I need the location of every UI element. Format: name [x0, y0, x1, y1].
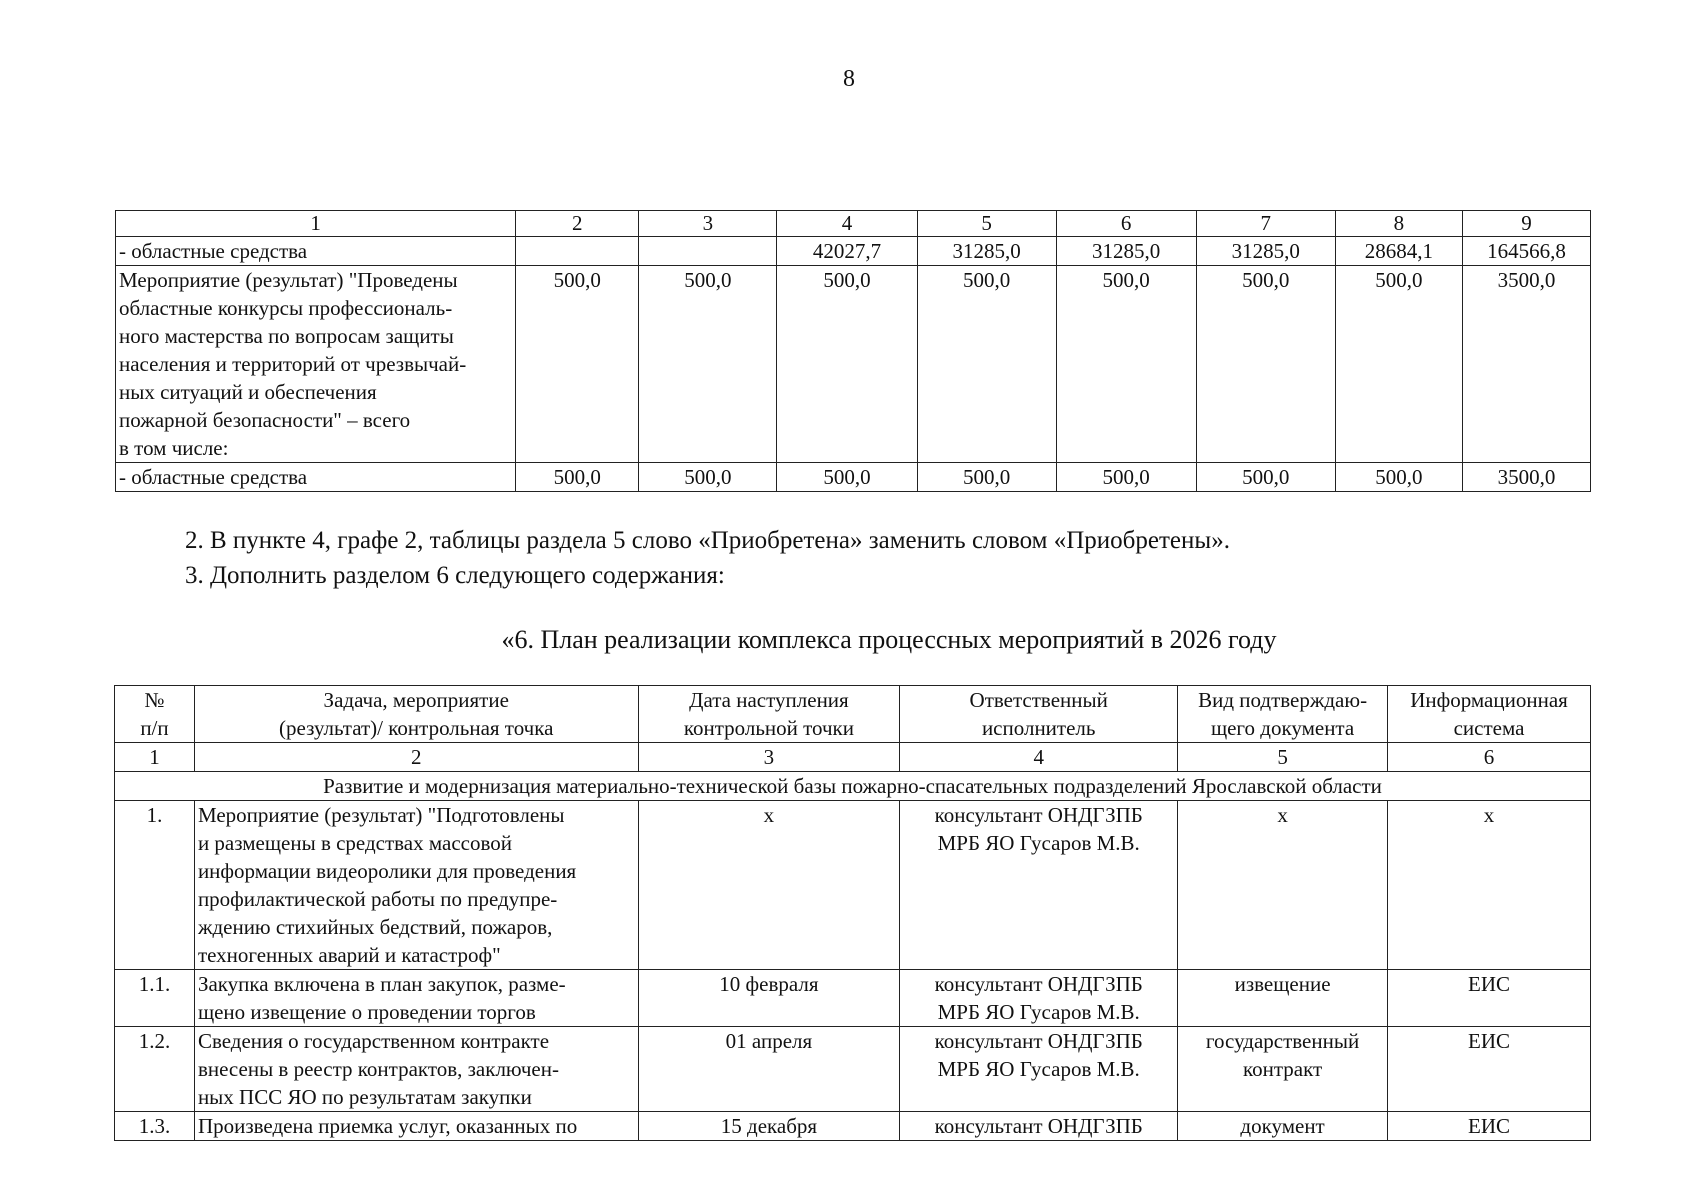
- label-line: областные конкурсы профессиональ-: [119, 296, 453, 320]
- document-cell: [1178, 970, 1388, 1027]
- task-line: информации видеоролики для проведения: [197, 859, 577, 883]
- task-cell: [194, 801, 638, 970]
- responsible-cell: [900, 801, 1178, 970]
- header-cell: [194, 686, 638, 743]
- cell-value: 500,0: [1335, 463, 1462, 492]
- document-cell: [1178, 801, 1388, 970]
- column-number: 5: [1178, 743, 1388, 772]
- task-line: ждению стихийных бедствий, пожаров,: [197, 915, 553, 939]
- label-line: ных ситуаций и обеспечения: [119, 380, 377, 404]
- responsible-line: консультант ОНДГЗПБ: [934, 803, 1143, 827]
- date-cell: 10 февраля: [638, 970, 900, 1027]
- paragraph-item-3: 3. Дополнить разделом 6 следующего содержания:: [185, 562, 725, 589]
- table-header-row: [115, 686, 1591, 743]
- column-number: 5: [917, 211, 1056, 237]
- cell-value: 500,0: [639, 266, 777, 463]
- header-line: п/п: [140, 716, 169, 740]
- system-cell: ЕИС: [1388, 970, 1591, 1027]
- header-line: Дата наступления: [689, 688, 849, 712]
- document-cell: [1178, 1027, 1388, 1112]
- cell-value: [516, 237, 639, 266]
- column-number: 6: [1056, 211, 1196, 237]
- row-number: 1.2.: [115, 1027, 195, 1112]
- header-line: Задача, мероприятие: [323, 688, 509, 712]
- column-number: 2: [516, 211, 639, 237]
- task-line: и размещены в средствах массовой: [197, 831, 512, 855]
- task-line: щено извещение о проведении торгов: [197, 1000, 536, 1024]
- responsible-line: консультант ОНДГЗПБ: [934, 972, 1143, 996]
- header-line: Вид подтверждаю-: [1198, 688, 1368, 712]
- document-cell: [1178, 1112, 1388, 1141]
- table-row: [116, 266, 1591, 463]
- section-row: [115, 772, 1591, 801]
- table-row: [115, 801, 1591, 970]
- cell-value: 42027,7: [777, 237, 917, 266]
- cell-value: 500,0: [639, 463, 777, 492]
- cell-value: 164566,8: [1462, 237, 1590, 266]
- row-number: 1.1.: [115, 970, 195, 1027]
- task-cell: [194, 1027, 638, 1112]
- table-row: [115, 1027, 1591, 1112]
- header-cell: [900, 686, 1178, 743]
- column-number: 1: [115, 743, 195, 772]
- cell-value: 500,0: [777, 266, 917, 463]
- row-label: - областные средства: [116, 237, 516, 266]
- cell-value: 500,0: [1196, 266, 1335, 463]
- cell-value: 28684,1: [1335, 237, 1462, 266]
- task-line: внесены в реестр контрактов, заключен-: [197, 1057, 559, 1081]
- responsible-cell: [900, 970, 1178, 1027]
- cell-value: 500,0: [1056, 266, 1196, 463]
- column-number: 4: [900, 743, 1178, 772]
- task-line: профилактической работы по предупре-: [197, 887, 558, 911]
- section-row-title: Развитие и модернизация материально-технической базы пожарно-спасательных подразделений Ярославской области: [115, 772, 1591, 801]
- document-line: контракт: [1242, 1057, 1323, 1081]
- system-cell: ЕИС: [1388, 1027, 1591, 1112]
- column-number: 4: [777, 211, 917, 237]
- cell-value: 500,0: [917, 266, 1056, 463]
- cell-value: 500,0: [516, 266, 639, 463]
- system-cell: ЕИС: [1388, 1112, 1591, 1141]
- date-cell: 15 декабря: [638, 1112, 900, 1141]
- table-row: [115, 1112, 1591, 1141]
- cell-value: 3500,0: [1462, 463, 1590, 492]
- task-cell: [194, 970, 638, 1027]
- task-line: Произведена приемка услуг, оказанных по: [197, 1114, 578, 1138]
- column-number: 9: [1462, 211, 1590, 237]
- system-cell: х: [1388, 801, 1591, 970]
- label-line: Мероприятие (результат) "Проведены: [119, 268, 458, 292]
- cell-value: 500,0: [1196, 463, 1335, 492]
- header-cell: [115, 686, 195, 743]
- column-number: 2: [194, 743, 638, 772]
- funding-table: [115, 210, 1591, 492]
- date-cell: х: [638, 801, 900, 970]
- header-line: система: [1453, 716, 1525, 740]
- task-line: Закупка включена в план закупок, разме-: [197, 972, 566, 996]
- column-number: 6: [1388, 743, 1591, 772]
- header-line: щего документа: [1210, 716, 1355, 740]
- table-header-row: [116, 211, 1591, 237]
- document-line: извещение: [1234, 972, 1331, 996]
- cell-value: 500,0: [1056, 463, 1196, 492]
- header-line: Ответственный: [969, 688, 1108, 712]
- column-number-row: [115, 743, 1591, 772]
- page-number: 8: [843, 66, 855, 92]
- responsible-line: консультант ОНДГЗПБ: [934, 1114, 1143, 1138]
- table-row: [115, 970, 1591, 1027]
- responsible-line: МРБ ЯО Гусаров М.В.: [937, 831, 1140, 855]
- task-line: Мероприятие (результат) "Подготовлены: [197, 803, 565, 827]
- header-line: исполнитель: [981, 716, 1096, 740]
- table-row: [116, 237, 1591, 266]
- label-line: населения и территорий от чрезвычай-: [119, 352, 467, 376]
- label-line: пожарной безопасности" – всего: [119, 408, 411, 432]
- document-line: документ: [1240, 1114, 1325, 1138]
- header-cell: [1178, 686, 1388, 743]
- document-line: государственный: [1205, 1029, 1360, 1053]
- table-row: [116, 463, 1591, 492]
- responsible-line: МРБ ЯО Гусаров М.В.: [937, 1057, 1140, 1081]
- column-number: 3: [639, 211, 777, 237]
- header-cell: [638, 686, 900, 743]
- label-line: в том числе:: [119, 436, 229, 460]
- task-line: техногенных аварий и катастроф": [197, 943, 501, 967]
- cell-value: 31285,0: [1196, 237, 1335, 266]
- task-cell: [194, 1112, 638, 1141]
- section-title: «6. План реализации комплекса процессных мероприятий в 2026 году: [501, 625, 1277, 654]
- task-line: Сведения о государственном контракте: [197, 1029, 550, 1053]
- cell-value: [639, 237, 777, 266]
- label-line: ного мастерства по вопросам защиты: [119, 324, 454, 348]
- cell-value: 500,0: [1335, 266, 1462, 463]
- task-line: ных ПСС ЯО по результатам закупки: [197, 1085, 532, 1109]
- cell-value: 500,0: [917, 463, 1056, 492]
- row-label: - областные средства: [116, 463, 516, 492]
- paragraph-item-2: 2. В пункте 4, графе 2, таблицы раздела 5 слово «Приобретена» заменить словом «Приобретены».: [185, 527, 1230, 554]
- cell-value: 31285,0: [917, 237, 1056, 266]
- header-line: контрольной точки: [683, 716, 855, 740]
- header-line: №: [144, 688, 165, 712]
- column-number: 1: [116, 211, 516, 237]
- column-number: 3: [638, 743, 900, 772]
- header-line: (результат)/ контрольная точка: [279, 716, 554, 740]
- row-label: [116, 266, 516, 463]
- responsible-cell: [900, 1112, 1178, 1141]
- header-line: Информационная: [1410, 688, 1568, 712]
- responsible-cell: [900, 1027, 1178, 1112]
- cell-value: 3500,0: [1462, 266, 1590, 463]
- responsible-line: МРБ ЯО Гусаров М.В.: [937, 1000, 1140, 1024]
- row-number: 1.3.: [115, 1112, 195, 1141]
- plan-table: [114, 685, 1591, 1141]
- cell-value: 500,0: [516, 463, 639, 492]
- responsible-line: консультант ОНДГЗПБ: [934, 1029, 1143, 1053]
- row-number: 1.: [115, 801, 195, 970]
- header-cell: [1388, 686, 1591, 743]
- document-line: х: [1277, 803, 1288, 827]
- cell-value: 500,0: [777, 463, 917, 492]
- column-number: 8: [1335, 211, 1462, 237]
- column-number: 7: [1196, 211, 1335, 237]
- cell-value: 31285,0: [1056, 237, 1196, 266]
- date-cell: 01 апреля: [638, 1027, 900, 1112]
